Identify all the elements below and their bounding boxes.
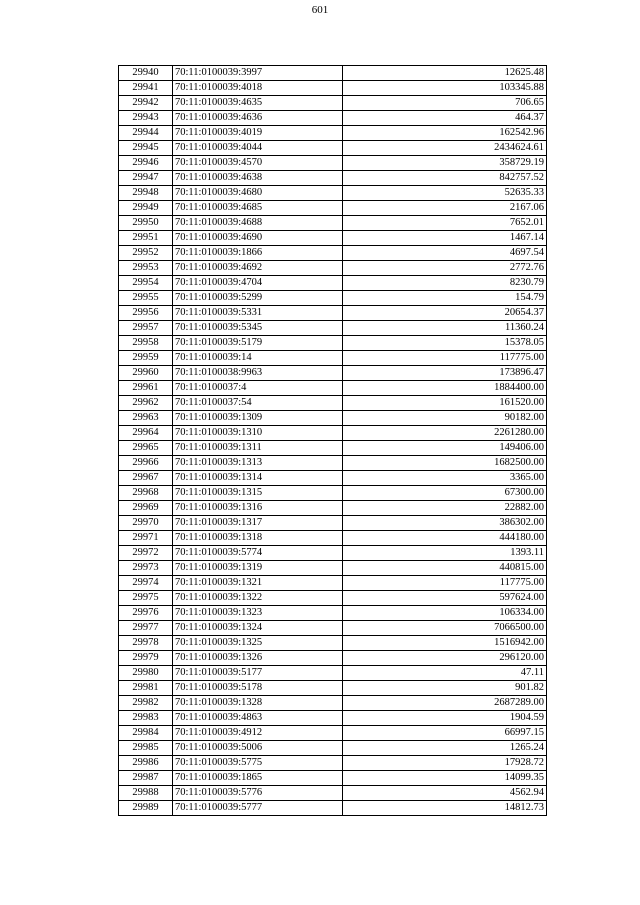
value-cell: 2261280.00 <box>343 426 547 441</box>
table-row <box>119 651 547 666</box>
cadastral-number-cell: 70:11:0100039:4570 <box>173 156 343 171</box>
table-row <box>119 726 547 741</box>
value-cell: 22882.00 <box>343 501 547 516</box>
cadastral-number-cell: 70:11:0100039:4704 <box>173 276 343 291</box>
value-cell: 14812.73 <box>343 801 547 816</box>
cadastral-number-cell: 70:11:0100039:5177 <box>173 666 343 681</box>
row-number-cell: 29957 <box>119 321 173 336</box>
cadastral-number-cell: 70:11:0100039:1865 <box>173 771 343 786</box>
value-cell: 842757.52 <box>343 171 547 186</box>
cadastral-number-cell: 70:11:0100037:4 <box>173 381 343 396</box>
row-number-cell: 29961 <box>119 381 173 396</box>
value-cell: 1682500.00 <box>343 456 547 471</box>
row-number-cell: 29947 <box>119 171 173 186</box>
cadastral-number-cell: 70:11:0100039:4680 <box>173 186 343 201</box>
value-cell: 7652.01 <box>343 216 547 231</box>
value-cell: 1516942.00 <box>343 636 547 651</box>
table-row <box>119 801 547 816</box>
row-number-cell: 29940 <box>119 66 173 81</box>
row-number-cell: 29965 <box>119 441 173 456</box>
row-number-cell: 29945 <box>119 141 173 156</box>
table-row <box>119 231 547 246</box>
row-number-cell: 29978 <box>119 636 173 651</box>
table-row <box>119 741 547 756</box>
row-number-cell: 29985 <box>119 741 173 756</box>
table-row <box>119 366 547 381</box>
row-number-cell: 29984 <box>119 726 173 741</box>
table-row <box>119 471 547 486</box>
row-number-cell: 29989 <box>119 801 173 816</box>
cadastral-number-cell: 70:11:0100039:14 <box>173 351 343 366</box>
value-cell: 8230.79 <box>343 276 547 291</box>
value-cell: 11360.24 <box>343 321 547 336</box>
row-number-cell: 29975 <box>119 591 173 606</box>
value-cell: 2167.06 <box>343 201 547 216</box>
value-cell: 154.79 <box>343 291 547 306</box>
cadastral-number-cell: 70:11:0100039:4635 <box>173 96 343 111</box>
row-number-cell: 29963 <box>119 411 173 426</box>
row-number-cell: 29988 <box>119 786 173 801</box>
value-cell: 52635.33 <box>343 186 547 201</box>
table-row <box>119 201 547 216</box>
cadastral-number-cell: 70:11:0100039:1313 <box>173 456 343 471</box>
row-number-cell: 29956 <box>119 306 173 321</box>
cadastral-number-cell: 70:11:0100039:5006 <box>173 741 343 756</box>
value-cell: 20654.37 <box>343 306 547 321</box>
row-number-cell: 29982 <box>119 696 173 711</box>
table-row <box>119 396 547 411</box>
cadastral-number-cell: 70:11:0100039:4912 <box>173 726 343 741</box>
cadastral-number-cell: 70:11:0100039:5777 <box>173 801 343 816</box>
value-cell: 706.65 <box>343 96 547 111</box>
table-row <box>119 276 547 291</box>
table-row <box>119 336 547 351</box>
row-number-cell: 29951 <box>119 231 173 246</box>
table-row <box>119 216 547 231</box>
value-cell: 12625.48 <box>343 66 547 81</box>
row-number-cell: 29977 <box>119 621 173 636</box>
table-row <box>119 291 547 306</box>
cadastral-number-cell: 70:11:0100039:5299 <box>173 291 343 306</box>
row-number-cell: 29954 <box>119 276 173 291</box>
table-row <box>119 261 547 276</box>
row-number-cell: 29969 <box>119 501 173 516</box>
table-row <box>119 756 547 771</box>
value-cell: 173896.47 <box>343 366 547 381</box>
cadastral-number-cell: 70:11:0100039:1325 <box>173 636 343 651</box>
cadastral-number-cell: 70:11:0100039:1314 <box>173 471 343 486</box>
table-row <box>119 81 547 96</box>
row-number-cell: 29953 <box>119 261 173 276</box>
table-row <box>119 141 547 156</box>
row-number-cell: 29959 <box>119 351 173 366</box>
value-cell: 66997.15 <box>343 726 547 741</box>
value-cell: 440815.00 <box>343 561 547 576</box>
row-number-cell: 29948 <box>119 186 173 201</box>
value-cell: 3365.00 <box>343 471 547 486</box>
value-cell: 358729.19 <box>343 156 547 171</box>
cadastral-number-cell: 70:11:0100037:54 <box>173 396 343 411</box>
cadastral-number-cell: 70:11:0100039:1323 <box>173 606 343 621</box>
row-number-cell: 29968 <box>119 486 173 501</box>
table-row <box>119 606 547 621</box>
cadastral-number-cell: 70:11:0100039:5178 <box>173 681 343 696</box>
table-row <box>119 531 547 546</box>
table-row <box>119 696 547 711</box>
cadastral-number-cell: 70:11:0100039:4638 <box>173 171 343 186</box>
cadastral-number-cell: 70:11:0100039:1318 <box>173 531 343 546</box>
value-cell: 1467.14 <box>343 231 547 246</box>
value-cell: 67300.00 <box>343 486 547 501</box>
value-cell: 4697.54 <box>343 246 547 261</box>
table-row <box>119 561 547 576</box>
cadastral-number-cell: 70:11:0100039:3997 <box>173 66 343 81</box>
value-cell: 597624.00 <box>343 591 547 606</box>
row-number-cell: 29971 <box>119 531 173 546</box>
cadastral-number-cell: 70:11:0100039:1319 <box>173 561 343 576</box>
value-cell: 296120.00 <box>343 651 547 666</box>
cadastral-number-cell: 70:11:0100039:5331 <box>173 306 343 321</box>
cadastral-number-cell: 70:11:0100039:4688 <box>173 216 343 231</box>
value-cell: 1393.11 <box>343 546 547 561</box>
table-row <box>119 306 547 321</box>
table-row <box>119 186 547 201</box>
table-row <box>119 96 547 111</box>
table-row <box>119 381 547 396</box>
value-cell: 1884400.00 <box>343 381 547 396</box>
table-row <box>119 171 547 186</box>
value-cell: 103345.88 <box>343 81 547 96</box>
registry-table-body <box>119 66 547 816</box>
value-cell: 117775.00 <box>343 351 547 366</box>
table-row <box>119 621 547 636</box>
value-cell: 2687289.00 <box>343 696 547 711</box>
row-number-cell: 29986 <box>119 756 173 771</box>
value-cell: 901.82 <box>343 681 547 696</box>
cadastral-number-cell: 70:11:0100039:5179 <box>173 336 343 351</box>
table-row <box>119 456 547 471</box>
table-row <box>119 516 547 531</box>
row-number-cell: 29973 <box>119 561 173 576</box>
table-row <box>119 591 547 606</box>
row-number-cell: 29960 <box>119 366 173 381</box>
value-cell: 1904.59 <box>343 711 547 726</box>
table-row <box>119 576 547 591</box>
table-row <box>119 441 547 456</box>
row-number-cell: 29987 <box>119 771 173 786</box>
cadastral-number-cell: 70:11:0100039:5774 <box>173 546 343 561</box>
row-number-cell: 29958 <box>119 336 173 351</box>
cadastral-number-cell: 70:11:0100038:9963 <box>173 366 343 381</box>
cadastral-number-cell: 70:11:0100039:4685 <box>173 201 343 216</box>
cadastral-number-cell: 70:11:0100039:1866 <box>173 246 343 261</box>
table-row <box>119 351 547 366</box>
cadastral-number-cell: 70:11:0100039:1324 <box>173 621 343 636</box>
row-number-cell: 29946 <box>119 156 173 171</box>
table-row <box>119 156 547 171</box>
value-cell: 106334.00 <box>343 606 547 621</box>
cadastral-number-cell: 70:11:0100039:5776 <box>173 786 343 801</box>
value-cell: 15378.05 <box>343 336 547 351</box>
cadastral-number-cell: 70:11:0100039:4019 <box>173 126 343 141</box>
row-number-cell: 29949 <box>119 201 173 216</box>
row-number-cell: 29962 <box>119 396 173 411</box>
cadastral-number-cell: 70:11:0100039:1317 <box>173 516 343 531</box>
cadastral-number-cell: 70:11:0100039:4018 <box>173 81 343 96</box>
row-number-cell: 29970 <box>119 516 173 531</box>
value-cell: 117775.00 <box>343 576 547 591</box>
table-row <box>119 501 547 516</box>
table-row <box>119 666 547 681</box>
table-row <box>119 411 547 426</box>
table-row <box>119 486 547 501</box>
table-row <box>119 681 547 696</box>
value-cell: 444180.00 <box>343 531 547 546</box>
value-cell: 14099.35 <box>343 771 547 786</box>
cadastral-number-cell: 70:11:0100039:1326 <box>173 651 343 666</box>
row-number-cell: 29974 <box>119 576 173 591</box>
row-number-cell: 29955 <box>119 291 173 306</box>
value-cell: 2434624.61 <box>343 141 547 156</box>
row-number-cell: 29942 <box>119 96 173 111</box>
table-row <box>119 636 547 651</box>
value-cell: 17928.72 <box>343 756 547 771</box>
row-number-cell: 29980 <box>119 666 173 681</box>
value-cell: 4562.94 <box>343 786 547 801</box>
registry-table <box>118 65 547 816</box>
value-cell: 7066500.00 <box>343 621 547 636</box>
table-row <box>119 66 547 81</box>
row-number-cell: 29979 <box>119 651 173 666</box>
table-row <box>119 111 547 126</box>
row-number-cell: 29966 <box>119 456 173 471</box>
cadastral-number-cell: 70:11:0100039:1309 <box>173 411 343 426</box>
cadastral-number-cell: 70:11:0100039:1328 <box>173 696 343 711</box>
cadastral-number-cell: 70:11:0100039:4690 <box>173 231 343 246</box>
value-cell: 162542.96 <box>343 126 547 141</box>
table-row <box>119 711 547 726</box>
cadastral-number-cell: 70:11:0100039:1310 <box>173 426 343 441</box>
cadastral-number-cell: 70:11:0100039:5775 <box>173 756 343 771</box>
value-cell: 386302.00 <box>343 516 547 531</box>
cadastral-number-cell: 70:11:0100039:4692 <box>173 261 343 276</box>
cadastral-number-cell: 70:11:0100039:4636 <box>173 111 343 126</box>
cadastral-number-cell: 70:11:0100039:4044 <box>173 141 343 156</box>
table-row <box>119 786 547 801</box>
value-cell: 90182.00 <box>343 411 547 426</box>
row-number-cell: 29944 <box>119 126 173 141</box>
row-number-cell: 29967 <box>119 471 173 486</box>
value-cell: 2772.76 <box>343 261 547 276</box>
row-number-cell: 29972 <box>119 546 173 561</box>
table-row <box>119 426 547 441</box>
cadastral-number-cell: 70:11:0100039:1322 <box>173 591 343 606</box>
row-number-cell: 29983 <box>119 711 173 726</box>
cadastral-number-cell: 70:11:0100039:1316 <box>173 501 343 516</box>
cadastral-number-cell: 70:11:0100039:1321 <box>173 576 343 591</box>
cadastral-number-cell: 70:11:0100039:1315 <box>173 486 343 501</box>
row-number-cell: 29976 <box>119 606 173 621</box>
table-row <box>119 246 547 261</box>
page-number: 601 <box>311 4 329 16</box>
row-number-cell: 29941 <box>119 81 173 96</box>
value-cell: 149406.00 <box>343 441 547 456</box>
row-number-cell: 29981 <box>119 681 173 696</box>
cadastral-number-cell: 70:11:0100039:4863 <box>173 711 343 726</box>
value-cell: 464.37 <box>343 111 547 126</box>
table-row <box>119 771 547 786</box>
value-cell: 47.11 <box>343 666 547 681</box>
row-number-cell: 29964 <box>119 426 173 441</box>
row-number-cell: 29950 <box>119 216 173 231</box>
table-row <box>119 321 547 336</box>
table-row <box>119 546 547 561</box>
value-cell: 161520.00 <box>343 396 547 411</box>
cadastral-number-cell: 70:11:0100039:5345 <box>173 321 343 336</box>
cadastral-number-cell: 70:11:0100039:1311 <box>173 441 343 456</box>
value-cell: 1265.24 <box>343 741 547 756</box>
table-row <box>119 126 547 141</box>
row-number-cell: 29943 <box>119 111 173 126</box>
row-number-cell: 29952 <box>119 246 173 261</box>
